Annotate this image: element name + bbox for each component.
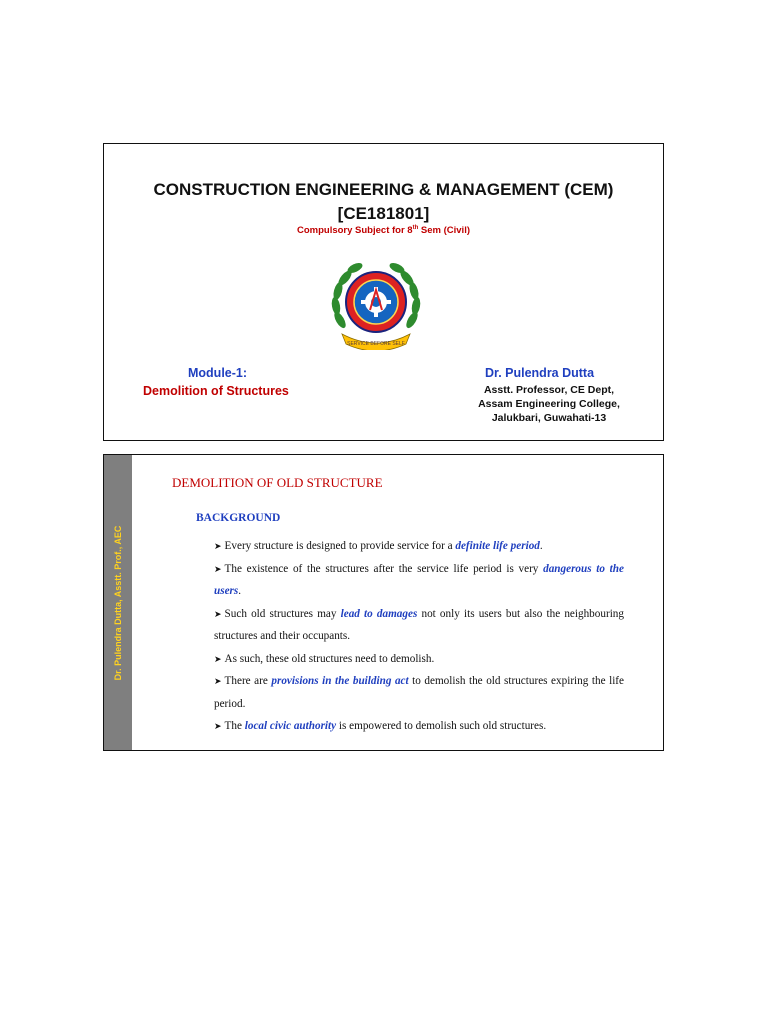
content-slide (103, 454, 664, 751)
arrow-bullet-icon: ➤ (214, 563, 222, 574)
module-label: Module-1: (188, 366, 248, 380)
bullet-item: ➤ The local civic authority is empowered to demolish such old structures. (214, 720, 547, 732)
slide-heading: DEMOLITION OF OLD STRUCTURE (172, 475, 383, 490)
title-slide (103, 143, 664, 441)
arrow-bullet-icon: ➤ (214, 721, 222, 731)
module-topic: Demolition of Structures (143, 384, 289, 398)
arrow-bullet-icon: ➤ (214, 676, 222, 686)
course-code: [CE181801] (337, 204, 430, 223)
course-subtitle: Compulsory Subject for 8th Sem (Civil) (296, 225, 471, 237)
author-affiliation-line: Asstt. Professor, CE Dept, (483, 384, 615, 396)
course-title: CONSTRUCTION ENGINEERING & MANAGEMENT (CEM) (153, 180, 614, 199)
bullet-item: ➤ Every structure is designed to provide service for a definite life period. (214, 540, 543, 552)
arrow-bullet-icon: ➤ (214, 653, 222, 664)
bullet-item: ➤ As such, these old structures need to demolish. (214, 652, 435, 665)
arrow-bullet-icon: ➤ (214, 541, 222, 551)
author-affiliation-line: Jalukbari, Guwahati-13 (491, 412, 607, 424)
bullet-list (214, 535, 624, 738)
arrow-bullet-icon: ➤ (214, 608, 222, 619)
bullet-item: ➤ Such old structures may lead to damages not only its users but also the neighbouring structures and their occupants. (214, 607, 624, 642)
slide-sidebar (104, 455, 132, 750)
college-logo (330, 260, 422, 350)
author-affiliation-line: Assam Engineering College, (478, 398, 620, 410)
author-name: Dr. Pulendra Dutta (485, 366, 595, 380)
sidebar-author-text: Dr. Pulendra Dutta, Asstt. Prof., AEC (113, 525, 123, 681)
section-subheading: BACKGROUND (196, 512, 281, 524)
svg-text:SERVICE BEFORE SELF: SERVICE BEFORE SELF (347, 341, 405, 347)
bullet-item: ➤ The existence of the structures after the service life period is very dangerous to the users. (214, 562, 624, 597)
bullet-item: ➤ There are provisions in the building act to demolish the old structures expiring the life period. (214, 675, 624, 710)
